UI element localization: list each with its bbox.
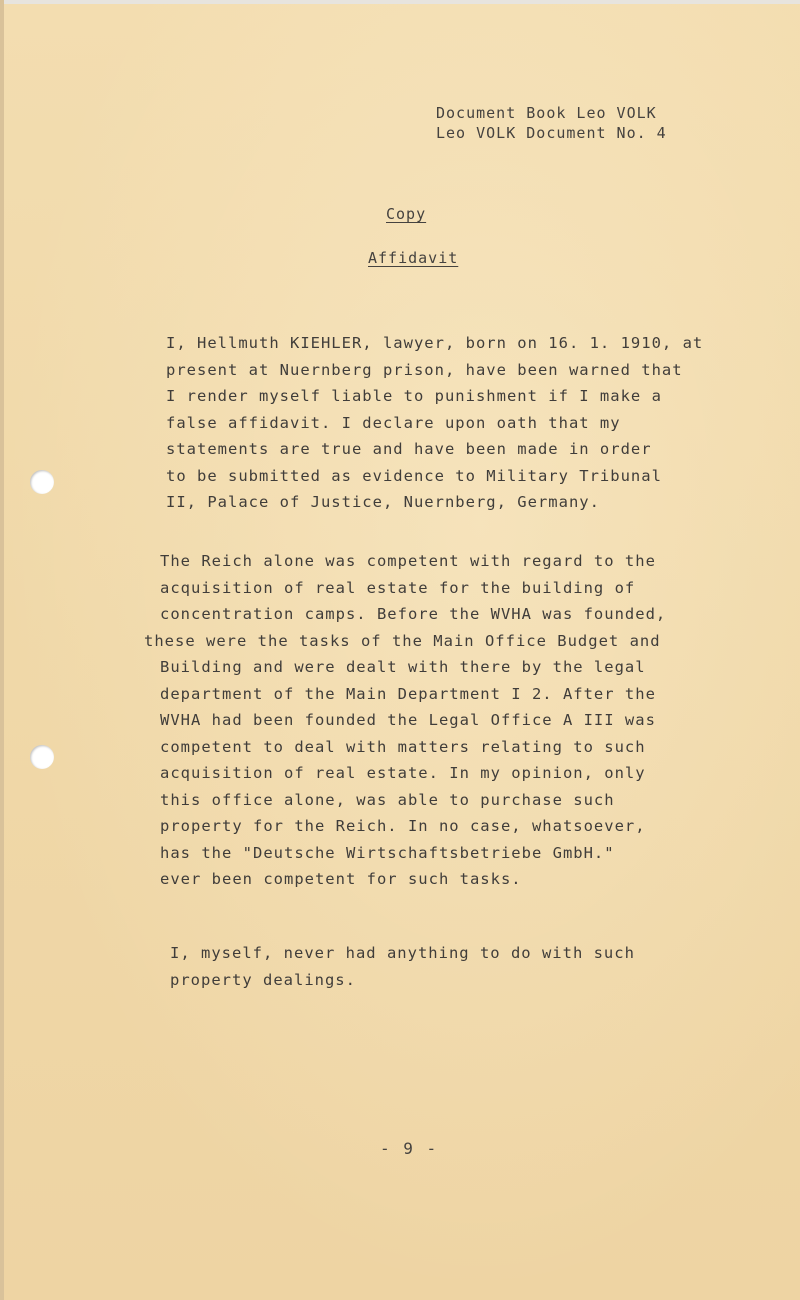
text-line: I, Hellmuth KIEHLER, lawyer, born on 16. 1. 1910, at (166, 334, 704, 352)
affidavit-heading: Affidavit (368, 249, 459, 267)
page-top-edge (0, 0, 800, 4)
text-line: Building and were dealt with there by the legal (160, 658, 646, 676)
text-line: acquisition of real estate for the building of (160, 578, 636, 597)
text-line: concentration camps. Before the WVHA was founded, (160, 605, 667, 623)
text-line: to be submitted as evidence to Military Tribunal (166, 466, 662, 485)
text-line: acquisition of real estate. In my opinion, only (160, 764, 646, 782)
text-line: II, Palace of Justice, Nuernberg, Germany. (166, 493, 600, 511)
page-left-edge (0, 0, 4, 1300)
text-line: department of the Main Department I 2. After the (160, 684, 656, 703)
paragraph-statement (170, 940, 635, 993)
text-line: false affidavit. I declare upon oath that my (166, 413, 621, 432)
page-number: - 9 - (380, 1139, 439, 1158)
text-line: property for the Reich. In no case, whatsoever, (160, 817, 646, 835)
text-line: these were the tasks of the Main Office Budget and (144, 631, 661, 650)
text-line: ever been competent for such tasks. (160, 870, 522, 888)
text-line: WVHA had been founded the Legal Office A III was (160, 711, 656, 729)
paragraph-competence (144, 548, 667, 893)
punch-hole-lower (30, 745, 54, 769)
copy-heading: Copy (386, 205, 427, 223)
text-line: The Reich alone was competent with regard to the (160, 552, 656, 570)
text-line: this office alone, was able to purchase such (160, 790, 615, 809)
text-line: I render myself liable to punishment if I make a (166, 387, 662, 405)
text-line: I, myself, never had anything to do with such (170, 944, 635, 962)
punch-hole-upper (30, 470, 54, 494)
text-line: competent to deal with matters relating to such (160, 737, 646, 756)
document-number-label: Leo VOLK Document No. 4 (436, 124, 667, 142)
document-book-label: Document Book Leo VOLK (436, 104, 657, 122)
text-line: property dealings. (170, 970, 356, 989)
text-line: present at Nuernberg prison, have been warned that (166, 360, 683, 379)
text-line: statements are true and have been made in order (166, 440, 652, 458)
paragraph-declaration (166, 330, 703, 516)
text-line: has the "Deutsche Wirtschaftsbetriebe GmbH." (160, 843, 615, 862)
